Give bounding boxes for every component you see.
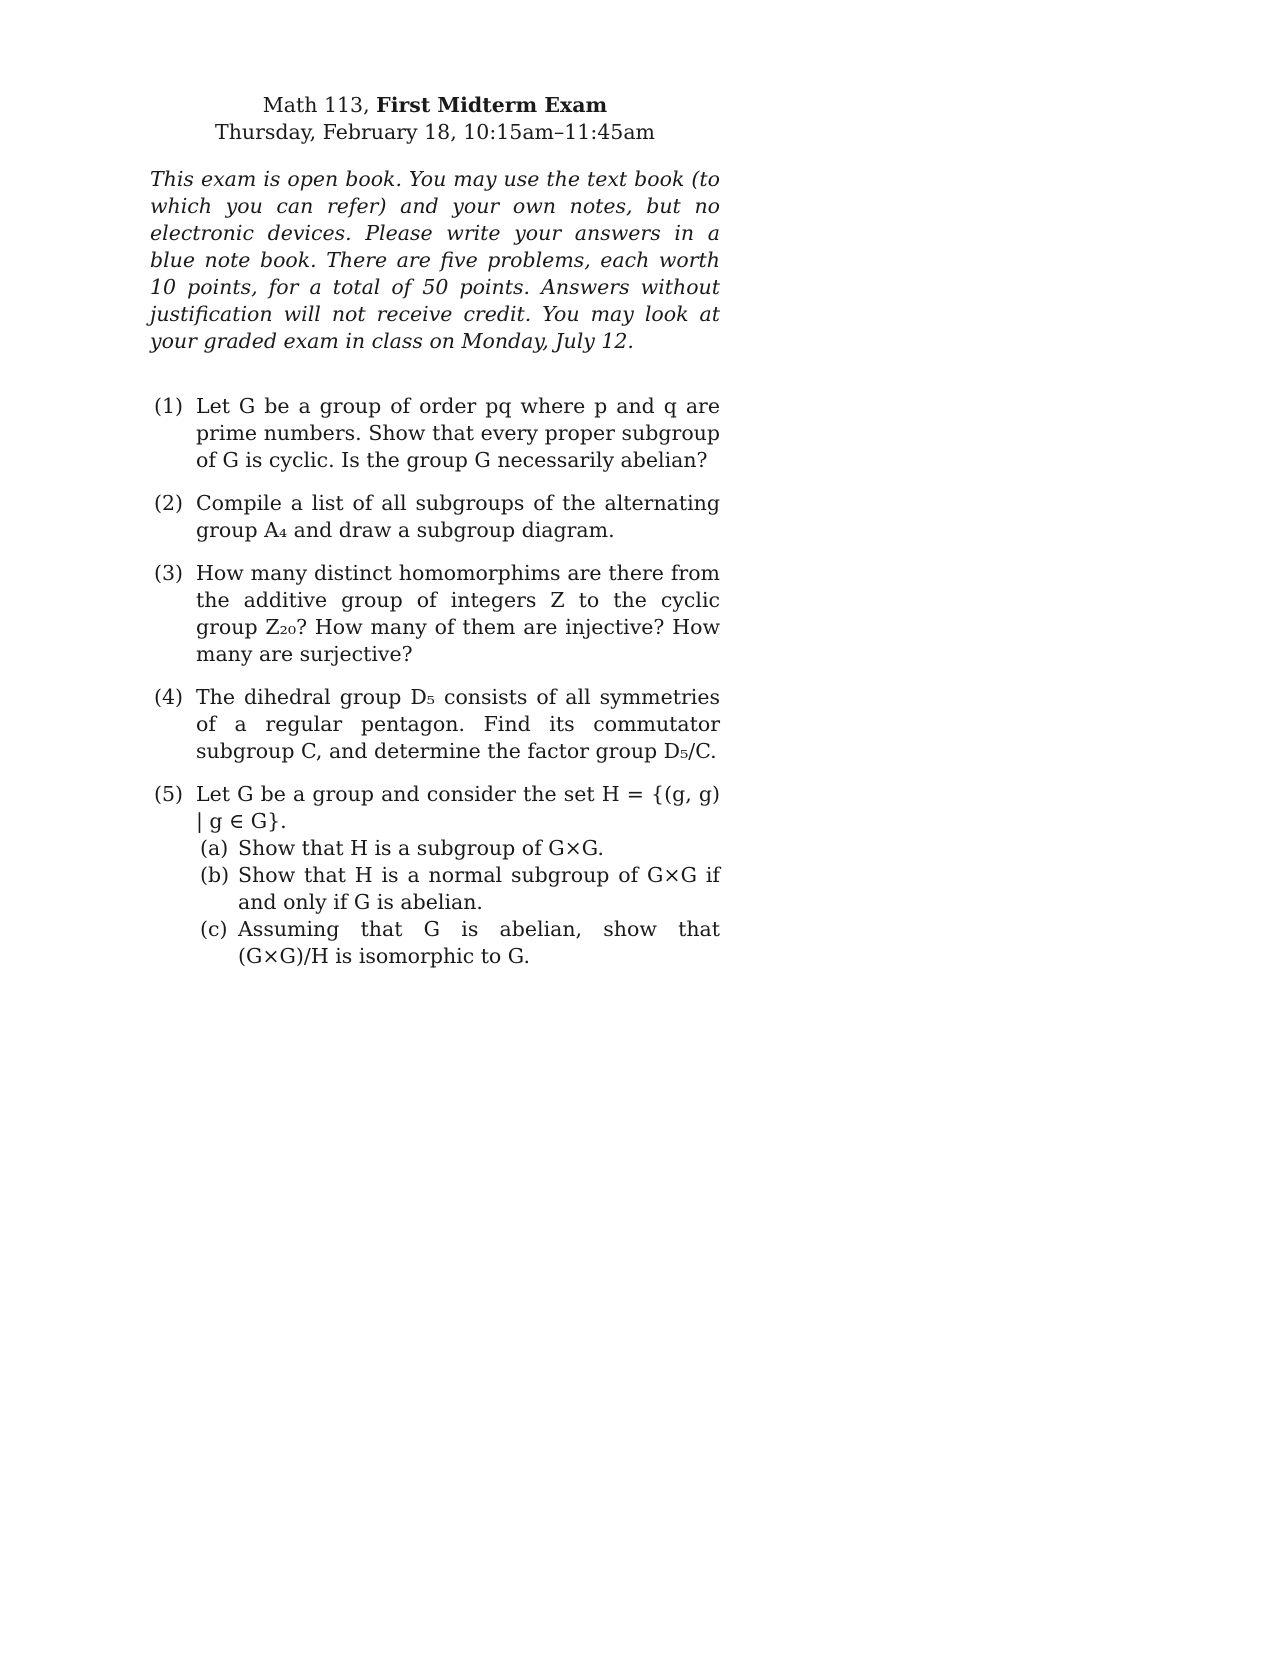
part-label: (a) — [200, 836, 229, 860]
part-text: Assuming that G is abelian, show that (G×G)/H is isomorphic to G. — [238, 917, 720, 968]
exam-header — [150, 92, 720, 146]
problem-list — [150, 393, 720, 970]
header-title-line — [150, 92, 720, 119]
exam-page — [150, 92, 720, 986]
exam-instructions: This exam is open book. You may use the text book (to which you can refer) and your own notes, but no electronic devices. Please write your answers in a blue note book. There are five problems, each worth 10 points, for a total of 50 points. Answers without justification will not receive credit. You may look at your graded exam in class on Monday, July 12. — [150, 167, 720, 353]
problem-1 — [154, 393, 720, 474]
part-label: (c) — [200, 917, 228, 941]
problem-text: How many distinct homomorphims are there from the additive group of integers Z to the cyclic group Z₂₀? How many of them are injective? How many are surjective? — [196, 561, 720, 666]
part-text: Show that H is a subgroup of G×G. — [238, 836, 604, 860]
problem-number: (3) — [154, 561, 184, 585]
problem-5-part-c — [200, 916, 720, 970]
problem-text: The dihedral group D₅ consists of all symmetries of a regular pentagon. Find its commutator subgroup C, and determine the factor group D₅/C. — [196, 685, 720, 763]
problem-number: (1) — [154, 394, 184, 418]
exam-title: First Midterm Exam — [376, 93, 608, 117]
problem-number: (4) — [154, 685, 184, 709]
problem-text: Let G be a group and consider the set H = {(g, g) | g ∈ G}. — [196, 782, 720, 833]
exam-datetime: Thursday, February 18, 10:15am–11:45am — [215, 120, 655, 144]
problem-number: (5) — [154, 782, 184, 806]
problem-5-part-a — [200, 835, 720, 862]
problem-5 — [154, 781, 720, 970]
problem-2 — [154, 490, 720, 544]
part-text: Show that H is a normal subgroup of G×G if and only if G is abelian. — [238, 863, 720, 914]
problem-4 — [154, 684, 720, 765]
problem-number: (2) — [154, 491, 184, 515]
problem-text: Let G be a group of order pq where p and q are prime numbers. Show that every proper subgroup of G is cyclic. Is the group G necessarily abelian? — [196, 394, 720, 472]
course-name: Math 113, — [262, 93, 370, 117]
part-label: (b) — [200, 863, 230, 887]
problem-5-part-b — [200, 862, 720, 916]
problem-3 — [154, 560, 720, 668]
problem-text: Compile a list of all subgroups of the alternating group A₄ and draw a subgroup diagram. — [196, 491, 720, 542]
